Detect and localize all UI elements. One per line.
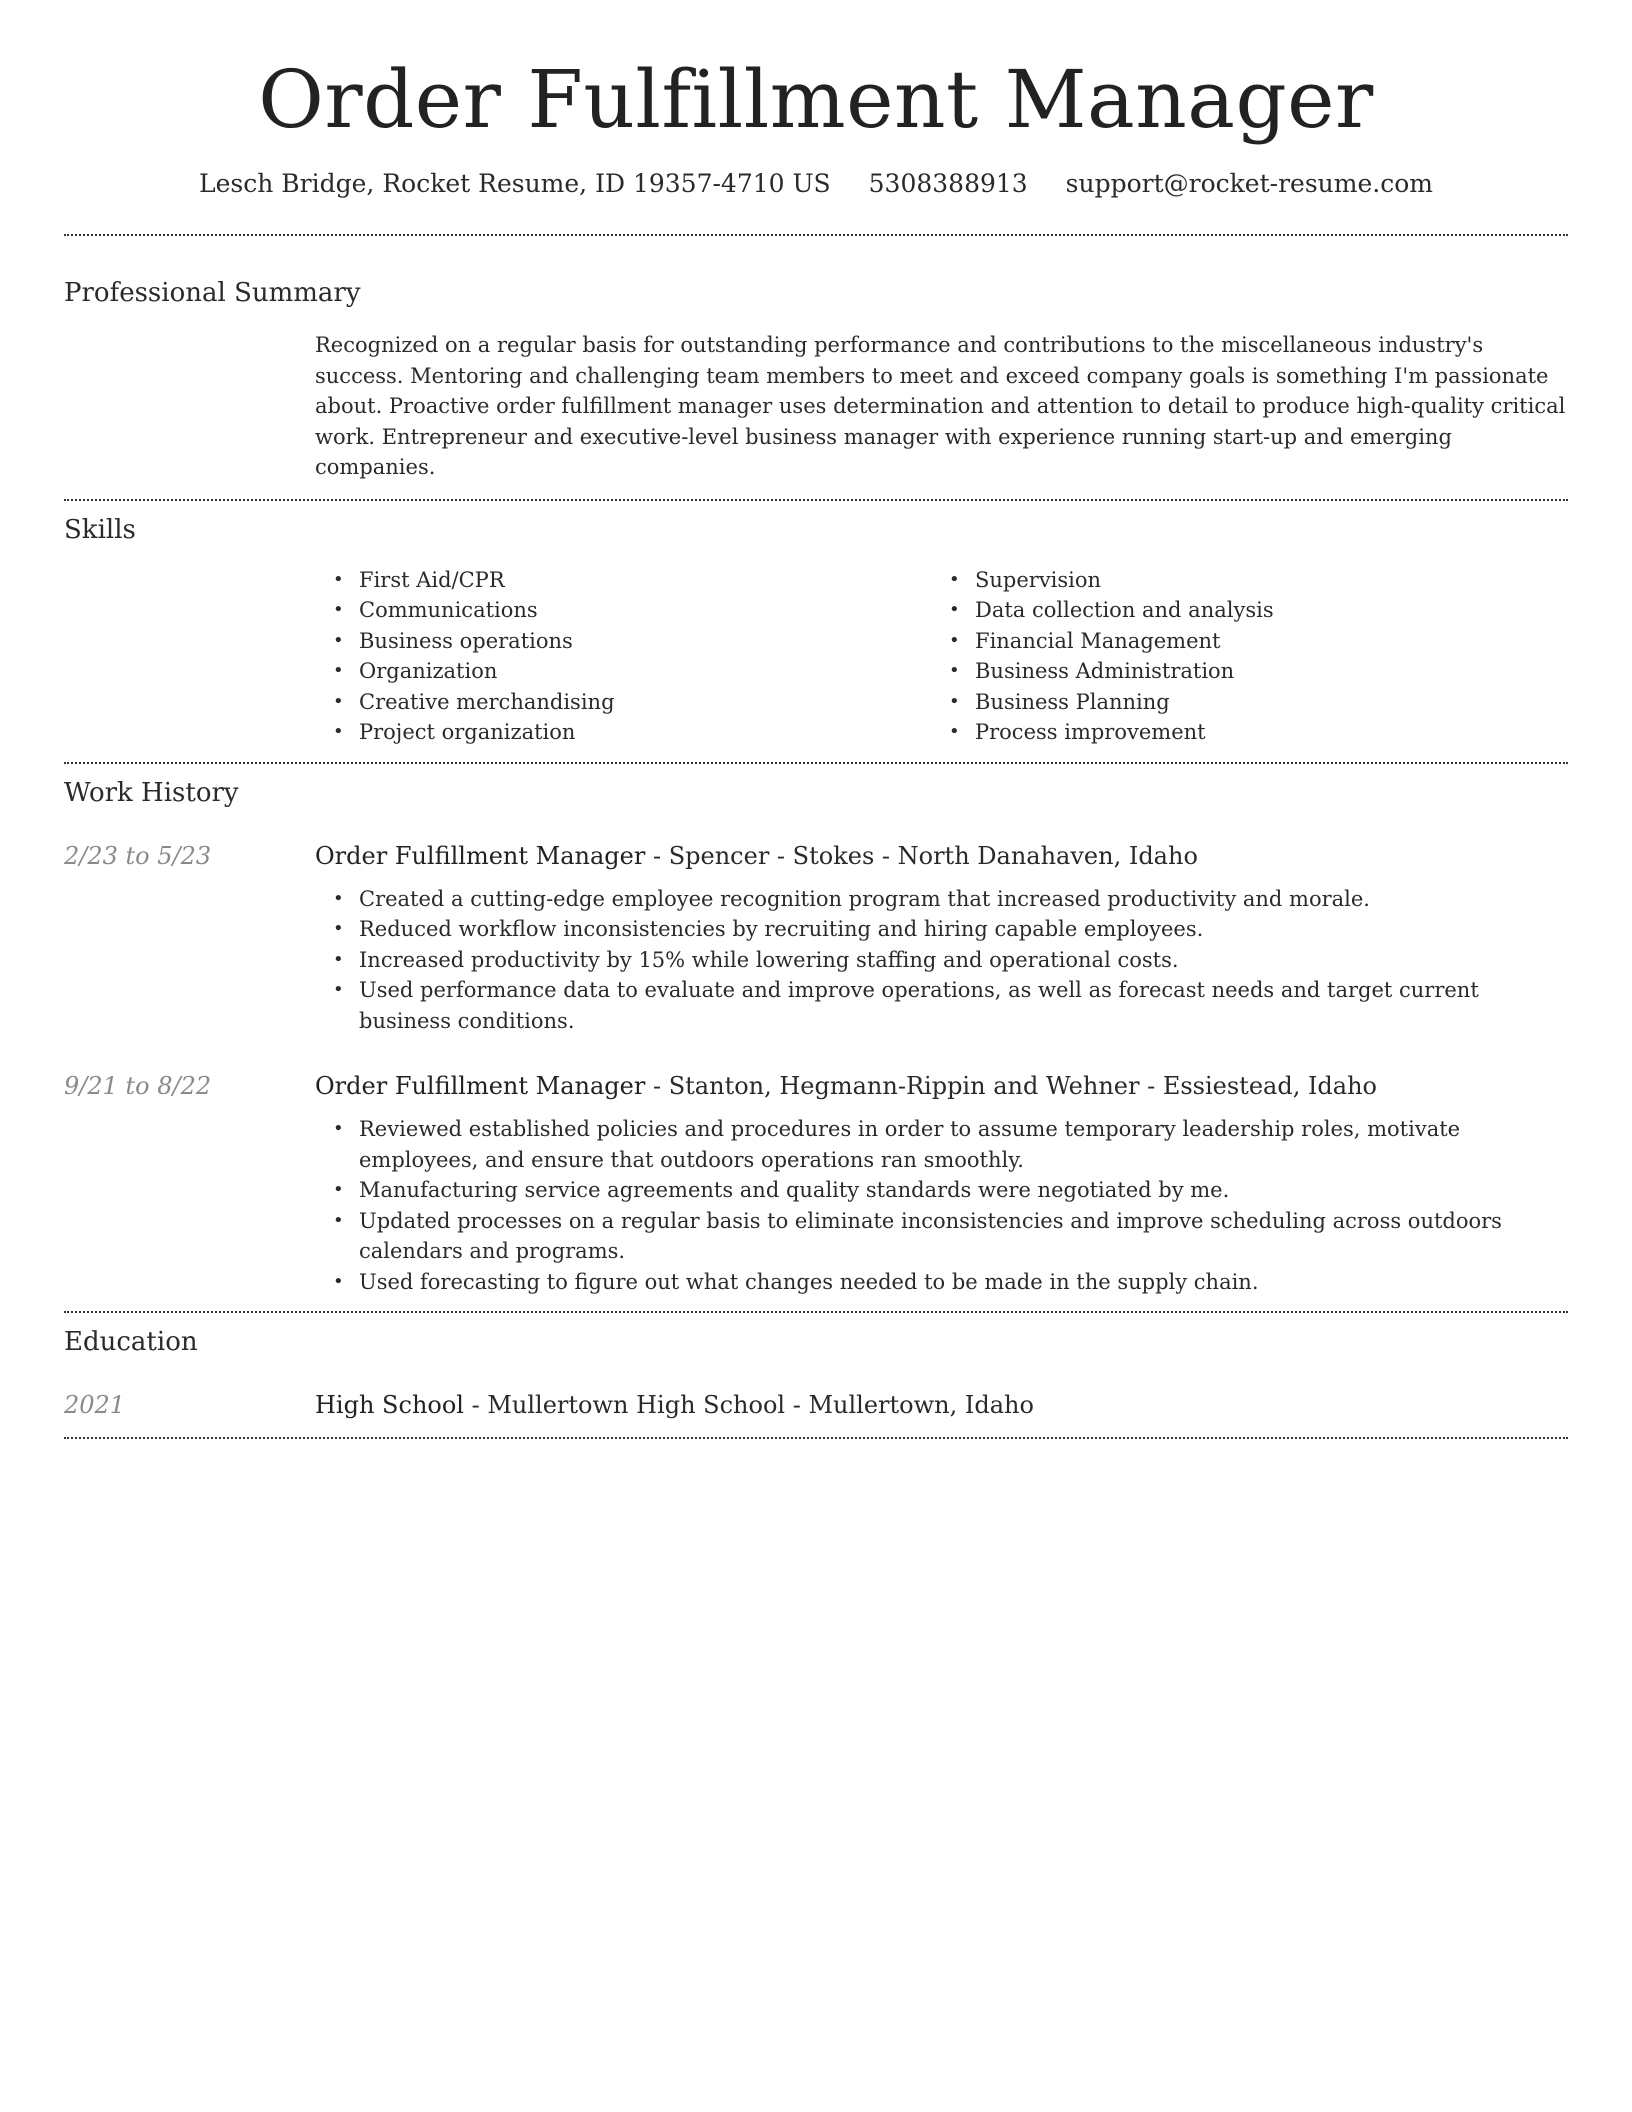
job-title [315,840,1198,872]
skills-heading: Skills [64,514,136,545]
contact-phone: 5308388913 [868,169,1028,198]
job-company: - Spencer - Stokes - North Danahaven, Idaho [645,841,1198,870]
bullet-icon: • [949,660,960,681]
contact-info [64,168,1568,200]
job-title [315,1070,1377,1102]
bullet-icon: • [333,721,344,742]
education-degree: High School [315,1391,464,1419]
bullet-icon: • [333,948,344,970]
skill-item: • Process improvement [975,717,1547,748]
job-bullet: • Updated processes on a regular basis to eliminate inconsistencies and improve scheduling across outdoors calendars and programs. [359,1206,1568,1267]
job-bullet: • Manufacturing service agreements and quality standards were negotiated by me. [359,1175,1568,1206]
job-header [64,1070,1568,1102]
job-bullets-container [315,872,1568,1037]
bullet-icon: • [333,568,344,590]
job-bullets-container [315,1102,1568,1297]
resume-header [64,0,1568,200]
skill-item: • Organization [359,656,931,687]
education-heading: Education [64,1327,198,1357]
education-section [64,1313,1568,1437]
job-entry [64,810,1568,1037]
bullet-icon: • [333,1270,344,1292]
professional-summary-section [64,236,1568,499]
job-bullets [315,1102,1568,1297]
job-bullet: • Used performance data to evaluate and improve operations, as well as forecast needs and target current business conditions. [359,975,1568,1036]
bullet-icon: • [333,887,344,909]
job-bullet: • Created a cutting-edge employee recognition program that increased productivity and morale. [359,884,1568,915]
bullet-icon: • [949,599,960,620]
skill-item: • Business operations [359,626,931,657]
job-dates: 2/23 to 5/23 [64,841,212,870]
bullet-icon: • [333,1209,344,1231]
bullet-icon: • [333,690,344,712]
skills-list-left [315,565,931,748]
skill-item: • Business Administration [975,656,1547,687]
education-school: - Mullertown High School - Mullertown, Idaho [463,1391,1034,1419]
education-divider [64,1437,1568,1439]
summary-text: Recognized on a regular basis for outstanding performance and contributions to the miscellaneous industry's success. Mentoring and challenging team members to meet and exceed company goals is something I'm passionate about. Proactive order fulfillment manager uses determination and attention to detail to produce high-quality critical work. Entrepreneur and executive-level business manager with experience running start-up and emerging companies. [315,333,1566,479]
skill-item: • First Aid/CPR [359,565,931,596]
job-bullets [315,872,1568,1037]
skill-item: • Data collection and analysis [975,595,1547,626]
professional-summary-heading: Professional Summary [64,278,361,308]
bullet-icon: • [333,1118,344,1139]
skills-grid [315,547,1568,762]
job-company: - Stanton, Hegmann-Rippin and Wehner - Essiestead, Idaho [645,1072,1378,1100]
bullet-icon: • [333,599,344,620]
contact-email: support@rocket-resume.com [1065,169,1433,198]
job-dates: 9/21 to 8/22 [64,1072,212,1100]
job-role: Order Fulfillment Manager [315,1072,646,1100]
job-header [64,840,1568,872]
candidate-name: Order Fulfillment Manager [258,53,1374,146]
skill-item: • Supervision [975,565,1547,596]
skills-section [64,501,1568,762]
work-history-heading: Work History [64,777,239,808]
education-title [315,1389,1034,1421]
job-bullet: • Used forecasting to figure out what changes needed to be made in the supply chain. [359,1267,1568,1298]
bullet-icon: • [333,1179,344,1200]
bullet-icon: • [333,918,344,939]
work-history-section [64,764,1568,1312]
skill-item: • Communications [359,595,931,626]
skill-item: • Financial Management [975,626,1547,657]
bullet-icon: • [949,721,960,742]
education-year: 2021 [64,1391,126,1419]
job-bullet: • Increased productivity by 15% while lowering staffing and operational costs. [359,945,1568,976]
skills-list-right [931,565,1547,748]
job-entry [64,1036,1568,1311]
contact-address: Lesch Bridge, Rocket Resume, ID 19357-4710 US [199,169,831,198]
skill-item: • Project organization [359,717,931,748]
bullet-icon: • [949,690,960,712]
bullet-icon: • [949,568,960,590]
skill-item: • Creative merchandising [359,687,931,718]
summary-content [315,310,1568,499]
bullet-icon: • [333,660,344,681]
job-bullet: • Reviewed established policies and procedures in order to assume temporary leadership roles, motivate employees, and ensure that outdoors operations ran smoothly. [359,1114,1568,1175]
job-role: Order Fulfillment Manager [315,841,646,870]
bullet-icon: • [333,979,344,1000]
bullet-icon: • [949,629,960,651]
education-entry [64,1359,1568,1437]
skill-item: • Business Planning [975,687,1547,718]
bullet-icon: • [333,629,344,651]
job-bullet: • Reduced workflow inconsistencies by recruiting and hiring capable employees. [359,914,1568,945]
